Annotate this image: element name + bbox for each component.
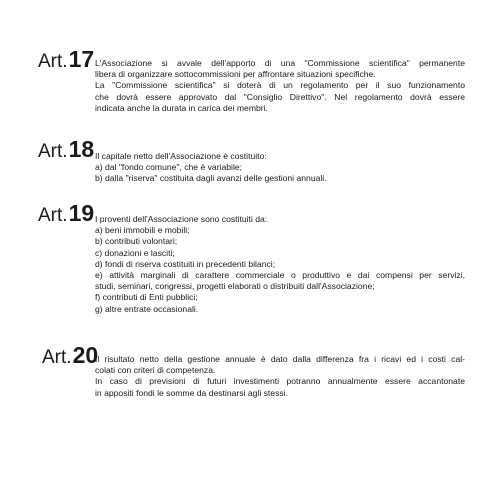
article-line: a) beni immobili e mobili; bbox=[95, 225, 190, 236]
article-line: libera di organizzare sottocommissioni per affrontare situazioni specifiche. bbox=[95, 69, 376, 80]
article-line: in appositi fondi le somme da destinarsi agli stessi. bbox=[95, 387, 288, 398]
article-line: g) altre entrate occasionali. bbox=[95, 303, 199, 314]
article-prefix: Art. bbox=[38, 51, 68, 72]
article-line: c) donazioni e lasciti; bbox=[95, 247, 175, 258]
article-body bbox=[95, 214, 465, 315]
article-line: a) dal "fondo comune", che è variabile; bbox=[95, 162, 243, 173]
article-body bbox=[95, 354, 465, 399]
article-line: colati con criteri di competenza. bbox=[95, 365, 216, 376]
article-number: 19 bbox=[68, 200, 95, 226]
article-line: Il capitale netto dell'Associazione è costituito: bbox=[95, 151, 267, 161]
article-line: che dovrà essere approvato dal "Consiglio Direttivo". Nel regolamento dovrà essere bbox=[95, 91, 465, 102]
article-heading bbox=[38, 138, 94, 161]
article-line: studi, seminari, congressi, progetti elaborati o distribuiti dall'Associazione; bbox=[95, 281, 375, 292]
article-line: f) contributi di Enti pubblici; bbox=[95, 292, 198, 303]
article-prefix: Art. bbox=[38, 141, 68, 162]
article-heading bbox=[38, 48, 94, 71]
article-line: In caso di previsioni di futuri investimenti potranno annualmente essere accantonate bbox=[95, 376, 465, 387]
article-line: I proventi dell'Associazione sono costituiti da: bbox=[95, 214, 268, 224]
article-line: Il risultato netto della gestione annuale è dato dalla differenza fra i ricavi ed i costi cal- bbox=[95, 354, 465, 364]
article-heading bbox=[42, 344, 98, 367]
article-number: 18 bbox=[68, 136, 95, 162]
article-body bbox=[95, 151, 465, 185]
article-number: 20 bbox=[72, 342, 99, 368]
article-heading bbox=[38, 202, 94, 225]
article-body bbox=[95, 58, 465, 114]
article-line: La "Commissione scientifica" si doterà di un regolamento per il suo funzionamento bbox=[95, 80, 465, 91]
article-line: b) dalla "riserva" costituita dagli avanzi delle gestioni annuali. bbox=[95, 173, 327, 184]
article-prefix: Art. bbox=[42, 347, 72, 368]
article-line: b) contributi volontari; bbox=[95, 236, 178, 247]
article-number: 17 bbox=[68, 46, 95, 72]
article-line: indicata anche la durata in carica dei membri. bbox=[95, 102, 268, 113]
article-line: L'Associazione si avvale dell'apporto di una "Commissione scientifica" permanente bbox=[95, 58, 465, 68]
article-line: d) fondi di riserva costituiti in precedenti bilanci; bbox=[95, 258, 276, 269]
article-prefix: Art. bbox=[38, 205, 68, 226]
article-line: e) attività marginali di carattere commerciale o produttivo e dai compensi per servizi, bbox=[95, 270, 465, 281]
